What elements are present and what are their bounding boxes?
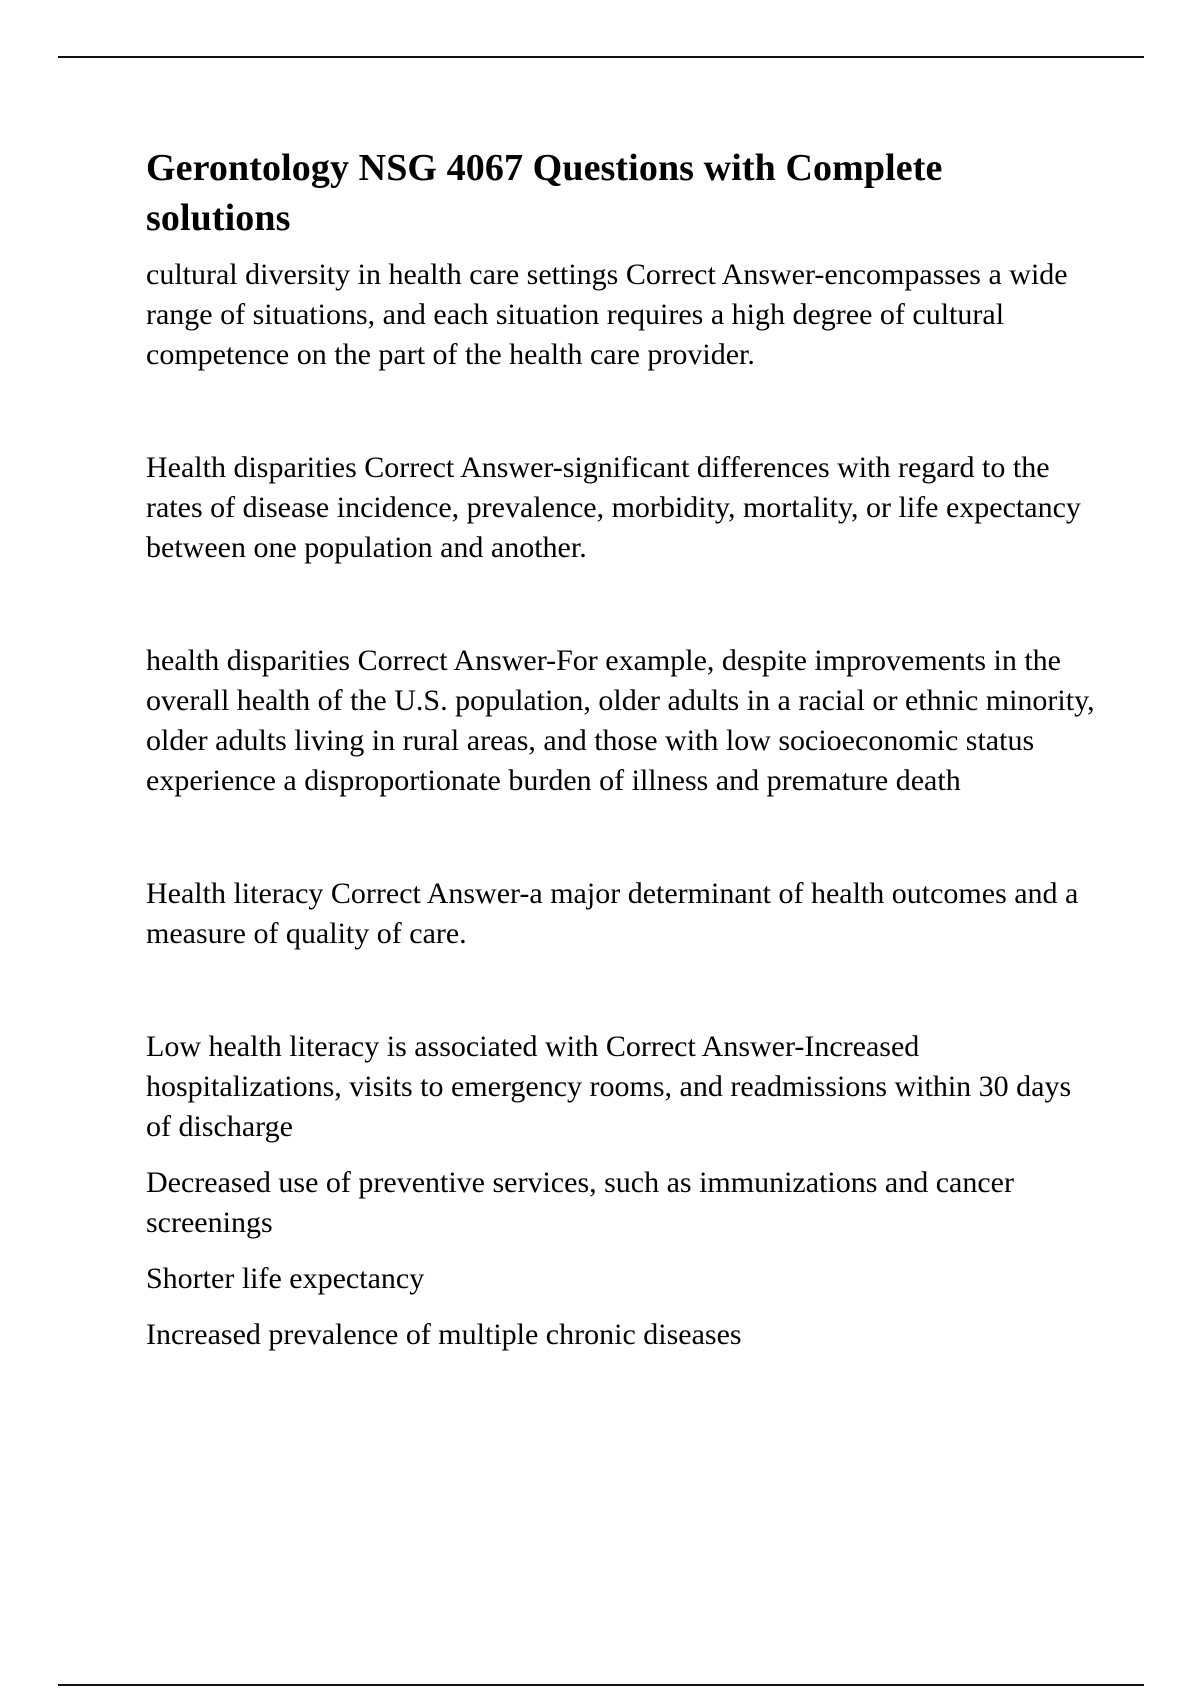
list-item-preventive-services: Decreased use of preventive services, such as immunizations and cancer screenings <box>146 1166 1014 1239</box>
list-item-life-expectancy: Shorter life expectancy <box>146 1262 425 1295</box>
paragraph-health-disparities-example: health disparities Correct Answer-For example, despite improvements in the overall health of the U.S. population, older adults in a racial or ethnic minority, older adults living in rural areas, and those with low socioeconomic status experience a disproportionate burden of illness and premature death <box>146 644 1095 797</box>
document-title: Gerontology NSG 4067 Questions with Complete solutions <box>146 147 943 239</box>
paragraph-low-health-literacy: Low health literacy is associated with Correct Answer-Increased hospitalizations, visits to emergency rooms, and readmissions within 30 days of discharge <box>146 1030 1072 1143</box>
paragraph-health-disparities-definition: Health disparities Correct Answer-significant differences with regard to the rates of disease incidence, prevalence, morbidity, mortality, or life expectancy between one population and another. <box>146 451 1081 564</box>
list-item-chronic-diseases: Increased prevalence of multiple chronic diseases <box>146 1318 742 1351</box>
paragraph-cultural-diversity: cultural diversity in health care settings Correct Answer-encompasses a wide range of situations, and each situation requires a high degree of cultural competence on the part of the health care provider. <box>146 258 1068 371</box>
document-body <box>146 143 1096 1355</box>
bottom-rule <box>58 1684 1144 1686</box>
paragraph-health-literacy: Health literacy Correct Answer-a major determinant of health outcomes and a measure of quality of care. <box>146 877 1079 950</box>
top-rule <box>58 56 1144 58</box>
